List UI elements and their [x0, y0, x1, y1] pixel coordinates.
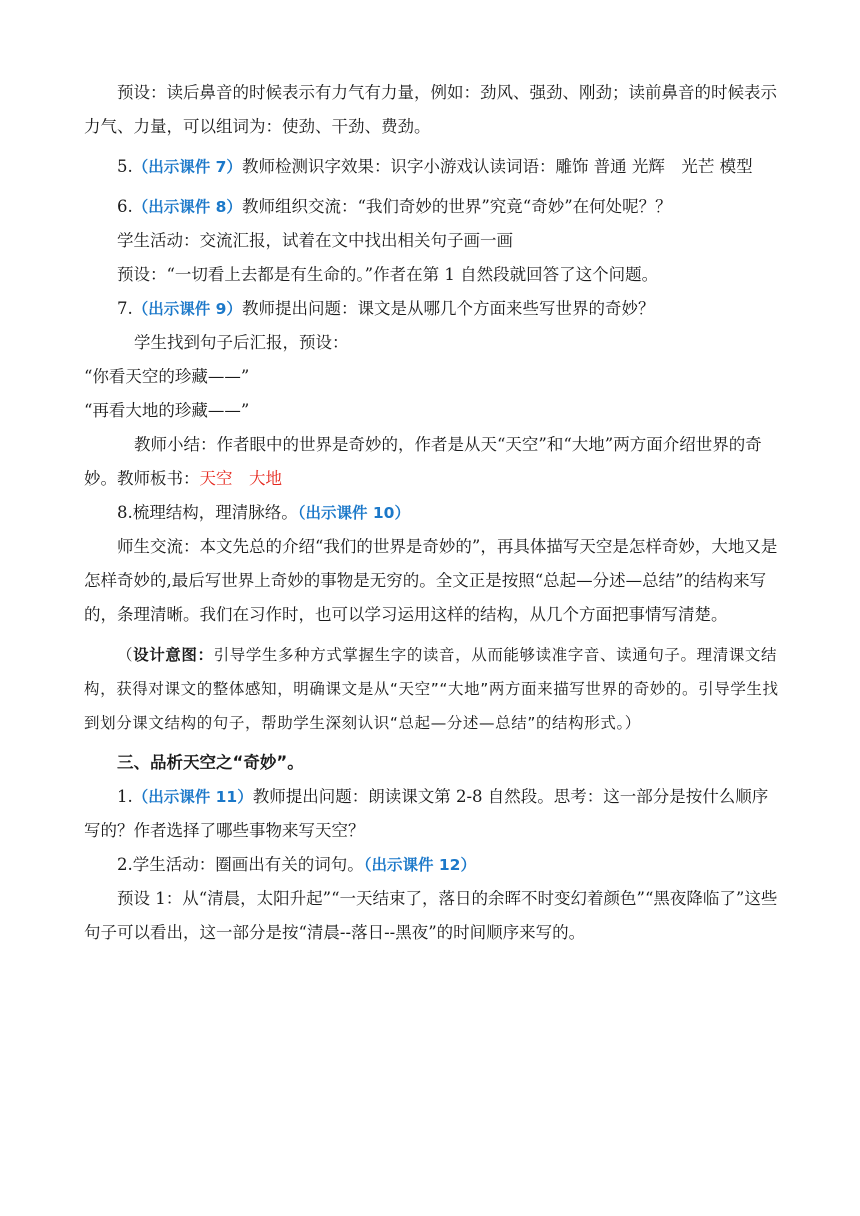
board-word-sky: 天空 — [199, 469, 233, 488]
summary-text: 教师小结：作者眼中的世界是奇妙的，作者是从天“天空”和“大地”两方面介绍世界的奇妙。教师板书： — [84, 435, 762, 488]
step-text: 2.学生活动：圈画出有关的词句。 — [117, 855, 364, 874]
paragraph-sky-step-1 — [84, 780, 780, 848]
step-text: 教师提出问题：朗读课文第 2-8 自然段。思考：这一部分是按什么顺序写的？作者选择了哪些事物来写天空？ — [84, 787, 769, 840]
step-number: 5. — [117, 157, 133, 176]
paragraph-teacher-summary — [84, 428, 780, 496]
paragraph-design-intent — [84, 638, 780, 740]
section-heading: 三、品析天空之“奇妙”。 — [117, 753, 304, 772]
courseware-tag: （出示课件 8） — [132, 198, 242, 216]
quote-earth: “再看大地的珍藏——” — [84, 401, 250, 420]
paragraph-student-activity: 学生活动：交流汇报，试着在文中找出相关句子画一画 — [117, 231, 513, 250]
paragraph-preset-1: 预设 1：从“清晨，太阳升起”“一天结束了，落日的余晖不时变幻着颜色”“黑夜降临了”这些句子可以看出，这一部分是按“清晨--落日--黑夜”的时间顺序来写的。 — [84, 889, 778, 942]
paragraph-discussion: 师生交流：本文先总的介绍“我们的世界是奇妙的”，再具体描写天空是怎样奇妙，大地又是怎样奇妙的,最后写世界上奇妙的事物是无穷的。全文正是按照“总起—分述—总结”的结构来写的，条理清晰。我们在习作时，也可以学习运用这样的结构，从几个方面把事情写清楚。 — [84, 537, 778, 624]
design-text: 引导学生多种方式掌握生字的读音，从而能够读准字音、读通句子。理清课文结构，获得对课文的整体感知，明确课文是从“天空”“大地”两方面来描写世界的奇妙的。引导学生找到划分课文结构的句子，帮助学生深刻认识“总起—分述—总结”的结构形式。） — [84, 646, 779, 732]
paragraph-student-report: 学生找到句子后汇报，预设： — [134, 333, 349, 352]
step-number: 1. — [117, 787, 133, 806]
paragraph-step-6 — [84, 190, 780, 224]
quote-sky: “你看天空的珍藏——” — [84, 367, 250, 386]
courseware-tag: （出示课件 9） — [132, 300, 242, 318]
board-word-earth: 大地 — [249, 469, 282, 488]
step-text: 教师检测识字效果：识字小游戏认读词语：雕饰 普通 光辉 光芒 模型 — [241, 157, 753, 176]
courseware-tag: （出示课件 12） — [363, 856, 476, 874]
step-text: 教师组织交流：“我们奇妙的世界”究竟“奇妙”在何处呢？？ — [241, 197, 672, 216]
step-number: 7. — [117, 299, 133, 318]
step-number: 6. — [117, 197, 133, 216]
paragraph-preset-answer: 预设：“一切看上去都是有生命的。”作者在第 1 自然段就回答了这个问题。 — [117, 265, 659, 284]
design-label: 设计意图： — [133, 646, 214, 664]
paragraph-step-7 — [84, 292, 780, 326]
paragraph-preset-nasal: 预设：读后鼻音的时候表示有力气有力量，例如：劲风、强劲、刚劲；读前鼻音的时候表示力气、力量，可以组词为：使劲、干劲、费劲。 — [84, 83, 777, 136]
design-open-paren: （ — [117, 646, 134, 664]
courseware-tag: （出示课件 10） — [297, 504, 410, 522]
step-text: 8.梳理结构，理清脉络。 — [117, 503, 298, 522]
paragraph-sky-step-2 — [84, 848, 780, 882]
paragraph-step-8 — [84, 496, 780, 530]
document-page — [84, 76, 780, 950]
courseware-tag: （出示课件 11） — [132, 788, 253, 806]
step-text: 教师提出问题：课文是从哪几个方面来些写世界的奇妙？ — [241, 299, 655, 318]
courseware-tag: （出示课件 7） — [132, 158, 242, 176]
paragraph-step-5 — [84, 150, 780, 184]
